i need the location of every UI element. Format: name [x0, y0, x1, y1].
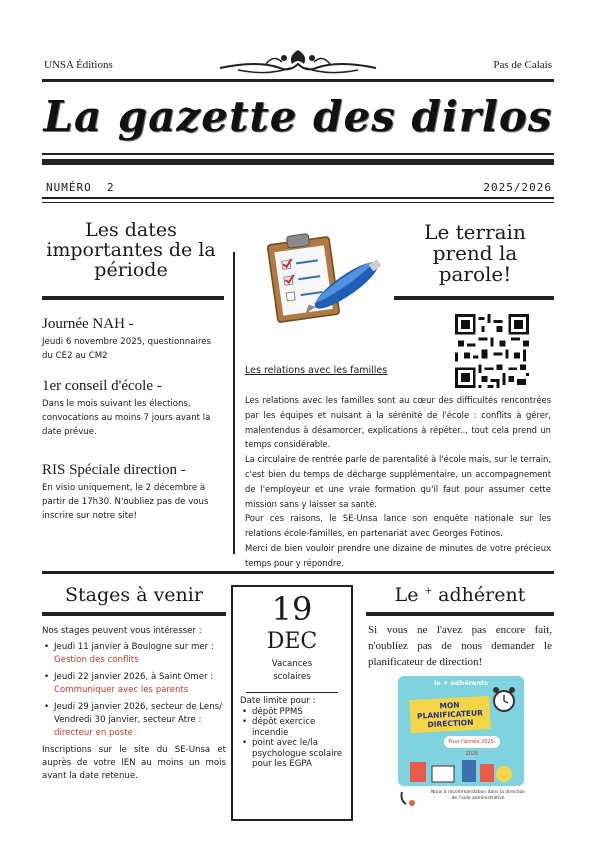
- alarm-clock-icon: [490, 684, 518, 714]
- adherent-text: Si vous ne l'avez pas encore fait, n'oubliez pas de nous demander le planificateur de direction!: [368, 624, 552, 668]
- terrain-article: [245, 393, 551, 571]
- stage-topic-link[interactable]: directeur en poste: [54, 728, 133, 738]
- list-item: • dépôt exercice incendie: [240, 717, 348, 738]
- terrain-heading: Le terrain prend la parole!: [424, 220, 526, 286]
- date-item: [42, 462, 222, 523]
- stages-heading-rule: [42, 612, 226, 616]
- masthead-rule-1: [42, 153, 554, 155]
- date-item: [42, 316, 222, 363]
- date-item-title: Journée NAH -: [42, 316, 134, 332]
- calendar-rule: [246, 692, 338, 693]
- list-item: • dépôt PPMS: [240, 707, 348, 718]
- date-item-text: En visio uniquement, le 2 décembre à partir de 17h30. N'oubliez pas de vous inscrire sur notre site!: [42, 483, 209, 521]
- flyer-badge: le + adhérents: [434, 679, 488, 687]
- list-item: • point avec le/la psychologue scolaire pour les EGPA: [240, 738, 348, 770]
- ornament-flourish: [218, 46, 378, 80]
- date-item-title: 1er conseil d'école -: [42, 378, 162, 394]
- column-divider: [233, 252, 235, 554]
- survey-qr-code[interactable]: [455, 314, 529, 388]
- region-name: Pas de Calais: [493, 59, 552, 71]
- desk-items-icon: [406, 756, 516, 784]
- section-divider: [42, 571, 554, 574]
- article-paragraph: La circulaire de rentrée parle de parentalité à l'école mais, sur le terrain, c'est bien du temps de décharge supplémentaire, un accompagnement de l'employeur et une vraie formation qu'il faut pour assumer cette mission sans y laisser sa santé.: [245, 454, 551, 509]
- flyer-caption: Nous à recommandation dans la direction de l'aide administrative: [430, 790, 526, 801]
- list-item: • Jeudi 29 janvier 2026, secteur de Lens/ Vendredi 30 janvier, secteur Atre : directeur en poste: [42, 701, 226, 740]
- stages-heading: Stages à venir: [65, 584, 203, 606]
- date-item-text: Dans le mois suivant les élections, convocations au moins 7 jours avant la date prévue.: [42, 399, 211, 437]
- terrain-subheading: Les relations avec les familles: [245, 365, 388, 376]
- issue-number: NUMÉRO 2: [46, 181, 115, 194]
- stages-body: [42, 625, 226, 783]
- publisher-name: UNSA Éditions: [44, 59, 113, 71]
- stages-footer: Inscriptions sur le site du SE-Unsa et auprès de votre IEN au moins un mois avant la date retenue.: [42, 745, 226, 781]
- stage-topic-link[interactable]: Gestion des conflits: [54, 655, 139, 665]
- stage-topic-link[interactable]: Communiquer avec les parents: [54, 685, 189, 695]
- date-item-title: RIS Spéciale direction -: [42, 462, 186, 478]
- masthead-rule-2: [42, 159, 554, 165]
- masthead-top-rule: [42, 79, 554, 82]
- date-item-text: Jeudi 6 novembre 2025, questionnaires du CE2 au CM2: [42, 337, 211, 361]
- date-item: [42, 378, 222, 439]
- flyer-year: Pour l'année 2025-2026: [444, 736, 500, 748]
- planner-flyer[interactable]: [398, 676, 524, 786]
- flyer-title: MON PLANIFICATEUR DIRECTION: [409, 696, 491, 733]
- newspaper-title: La gazette des dirlos: [43, 92, 553, 141]
- calendar-day: 19: [271, 590, 313, 628]
- unsa-logo-icon: [398, 788, 428, 808]
- list-item: • Jeudi 11 janvier à Boulogne sur mer : Gestion des conflits: [42, 641, 226, 667]
- clipboard-pen-icon: [262, 226, 392, 326]
- list-item: • Jeudi 22 janvier 2026, à Saint Omer : Communiquer avec les parents: [42, 671, 226, 697]
- adherent-heading: Le + adhérent: [394, 584, 526, 606]
- issue-bottom-rule-2: [42, 202, 554, 203]
- issue-bottom-rule: [42, 197, 554, 199]
- dates-heading-rule: [42, 296, 224, 300]
- dates-heading: Les dates importantes de la période: [46, 219, 216, 281]
- school-year: 2025/2026: [483, 181, 552, 194]
- deadline-list: [240, 707, 348, 770]
- article-paragraph: Pour ces raisons, le SE-Unsa lance son enquête nationale sur les relations école-familles, en partenariat avec Georges Fotinos.: [245, 513, 551, 539]
- article-paragraph: Les relations avec les familles sont au cœur des difficultés rencontrées par les équipes et nuisant à la sérénité de l'école : conflits à gérer, malentendus à désamorcer, explications à répéter... tout cela prend un temps considérable.: [245, 395, 551, 450]
- article-paragraph: Merci de bien vouloir prendre une dizaine de minutes de votre précieux temps pour y répondre.: [245, 542, 551, 568]
- calendar-event: Vacances scolaires: [271, 659, 313, 682]
- calendar-month: DEC: [266, 629, 318, 654]
- stages-list: [42, 641, 226, 740]
- adherent-heading-rule: [366, 612, 554, 616]
- terrain-heading-rule: [394, 296, 554, 300]
- deadline-title: Date limite pour :: [240, 696, 316, 706]
- calendar-deadlines: [240, 696, 348, 770]
- stages-intro: Nos stages peuvent vous intéresser :: [42, 626, 202, 636]
